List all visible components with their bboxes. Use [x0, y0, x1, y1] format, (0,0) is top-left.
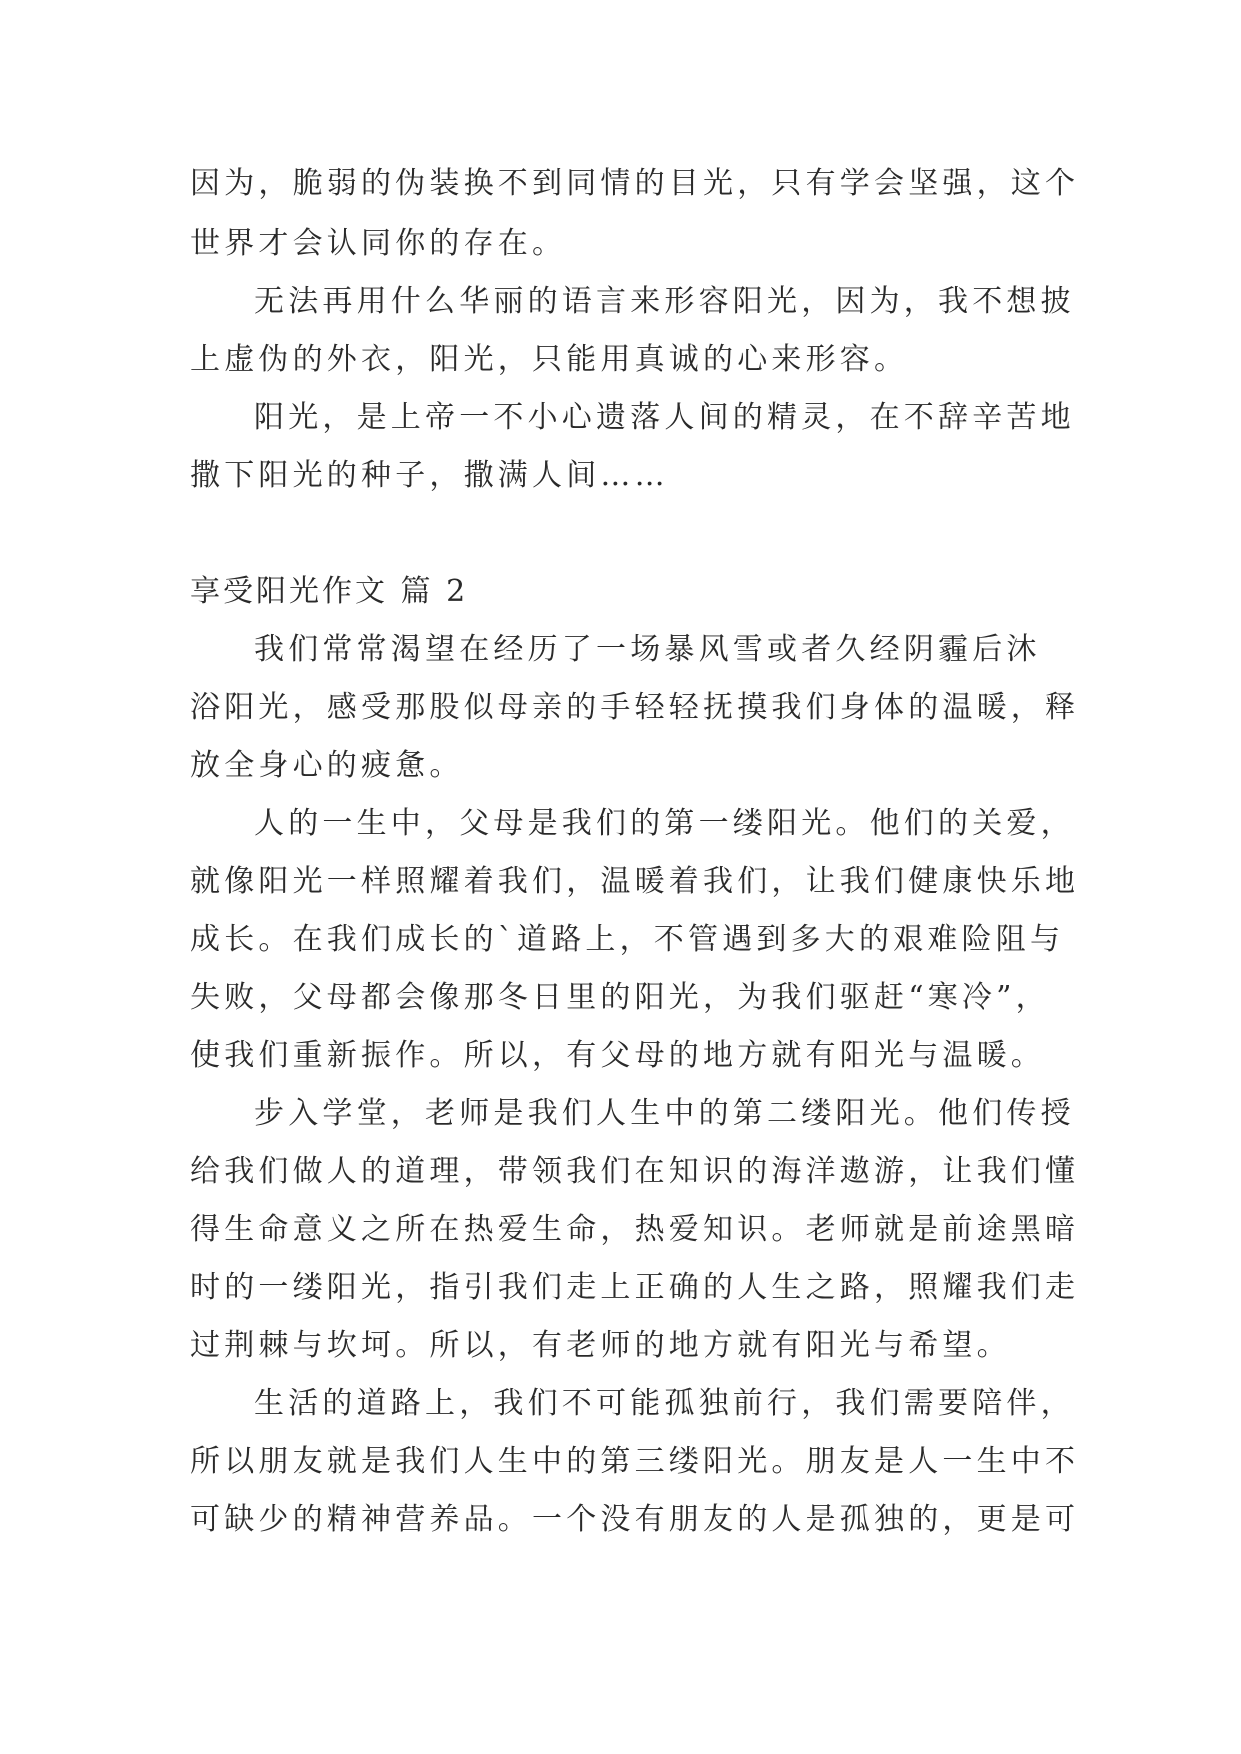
- text-line: 阳光，是上帝一不小心遗落人间的精灵，在不辞辛苦地: [254, 400, 1075, 435]
- text-line: 人的一生中，父母是我们的第一缕阳光。他们的关爱，: [254, 806, 1075, 841]
- text-line: 可缺少的精神营养品。一个没有朋友的人是孤独的，更是可: [190, 1502, 1080, 1537]
- text-line: 得生命意义之所在热爱生命，热爱知识。老师就是前途黑暗: [190, 1212, 1080, 1247]
- text-line: 放全身心的疲惫。: [190, 748, 464, 783]
- text-line: 成长。在我们成长的`道路上，不管遇到多大的艰难险阻与: [190, 922, 1065, 957]
- text-line: 给我们做人的道理，带领我们在知识的海洋遨游，让我们懂: [190, 1154, 1080, 1189]
- text-line: 撒下阳光的种子，撒满人间……: [190, 458, 669, 493]
- text-line: 生活的道路上，我们不可能孤独前行，我们需要陪伴，: [254, 1386, 1075, 1421]
- text-line: 时的一缕阳光，指引我们走上正确的人生之路，照耀我们走: [190, 1270, 1080, 1305]
- section-heading: 享受阳光作文 篇 2: [190, 574, 469, 609]
- text-line: 失败，父母都会像那冬日里的阳光，为我们驱赶“寒冷”，: [190, 980, 1050, 1015]
- text-line: 世界才会认同你的存在。: [190, 226, 567, 261]
- text-line: 我们常常渴望在经历了一场暴风雪或者久经阴霾后沐: [254, 632, 1041, 667]
- text-line: 过荆棘与坎坷。所以，有老师的地方就有阳光与希望。: [190, 1328, 1011, 1363]
- text-line: 因为，脆弱的伪装换不到同情的目光，只有学会坚强，这个: [190, 166, 1080, 201]
- text-line: 浴阳光，感受那股似母亲的手轻轻抚摸我们身体的温暖，释: [190, 690, 1080, 725]
- text-line: 步入学堂，老师是我们人生中的第二缕阳光。他们传授: [254, 1096, 1075, 1131]
- text-line: 无法再用什么华丽的语言来形容阳光，因为，我不想披: [254, 284, 1075, 319]
- text-line: 就像阳光一样照耀着我们，温暖着我们，让我们健康快乐地: [190, 864, 1080, 899]
- text-line: 上虚伪的外衣，阳光，只能用真诚的心来形容。: [190, 342, 909, 377]
- text-line: 所以朋友就是我们人生中的第三缕阳光。朋友是人一生中不: [190, 1444, 1080, 1479]
- text-line: 使我们重新振作。所以，有父母的地方就有阳光与温暖。: [190, 1038, 1045, 1073]
